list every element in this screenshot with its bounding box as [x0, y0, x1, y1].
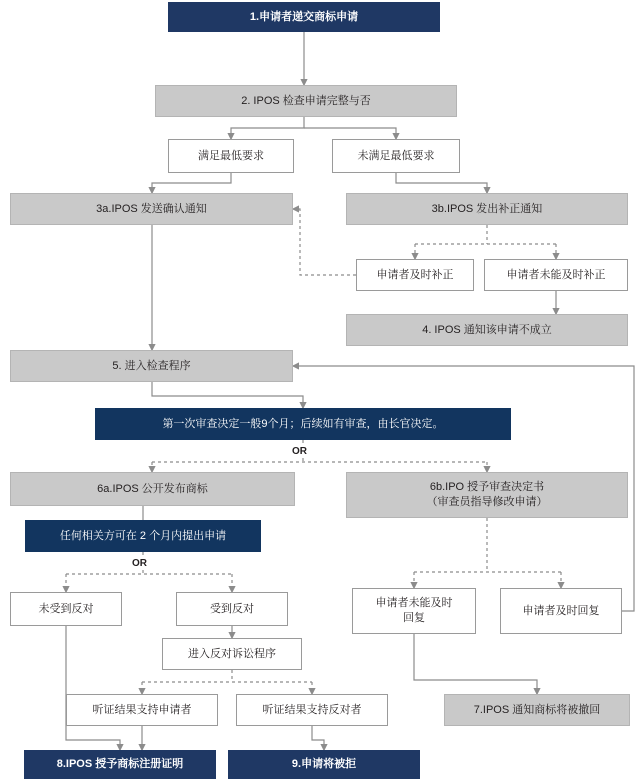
node-first-examination-timeline: 第一次审查决定一般9个月；后续如有审查，由长官决定。	[95, 408, 511, 440]
node-opposition-proceedings[interactable]: 进入反对诉讼程序	[162, 638, 302, 670]
node-6b-line-2: （审查员指导修改申请）	[426, 496, 548, 508]
node-6b-line-1: 6b.IPO 授予审查决定书	[429, 481, 545, 494]
node-3b-correction-notice[interactable]: 3b.IPOS 发出补正通知	[346, 193, 628, 225]
node-7-trademark-withdrawn-notice[interactable]: 7.IPOS 通知商标将被撤回	[444, 694, 630, 726]
node-5-enter-examination[interactable]: 5. 进入检查程序	[10, 350, 293, 382]
node-applicant-replies-in-time[interactable]: 申请者及时回复	[500, 588, 622, 634]
node-hearing-favors-applicant[interactable]: 听证结果支持申请者	[66, 694, 218, 726]
node-3a-confirmation-notice[interactable]: 3a.IPOS 发送确认通知	[10, 193, 293, 225]
node-fails-reply-line-1: 申请者未能及时	[375, 597, 453, 610]
node-4-application-invalid-notice[interactable]: 4. IPOS 通知该申请不成立	[346, 314, 628, 346]
node-opposition-received[interactable]: 受到反对	[176, 592, 288, 626]
node-applicant-fails-to-correct[interactable]: 申请者未能及时补正	[484, 259, 628, 291]
node-meets-minimum-requirements[interactable]: 满足最低要求	[168, 139, 294, 173]
or-label-opposition-branch: OR	[132, 558, 147, 569]
node-hearing-favors-opponent[interactable]: 听证结果支持反对者	[236, 694, 388, 726]
node-no-opposition[interactable]: 未受到反对	[10, 592, 122, 626]
node-9-application-rejected[interactable]: 9.申请将被拒	[228, 750, 420, 779]
node-6b-examination-decision[interactable]	[346, 472, 628, 518]
node-not-meets-minimum-requirements[interactable]: 未满足最低要求	[332, 139, 460, 173]
or-label-examination-branch: OR	[292, 446, 307, 457]
node-8-registration-certificate[interactable]: 8.IPOS 授予商标注册证明	[24, 750, 216, 779]
node-applicant-corrects-in-time[interactable]: 申请者及时补正	[356, 259, 474, 291]
node-6a-publish-trademark[interactable]: 6a.IPOS 公开发布商标	[10, 472, 295, 506]
node-2-ipos-completeness-check[interactable]: 2. IPOS 检查申请完整与否	[155, 85, 457, 117]
node-1-submit-application[interactable]: 1.申请者递交商标申请	[168, 2, 440, 32]
node-opposition-window: 任何相关方可在 2 个月内提出申请	[25, 520, 261, 552]
node-applicant-fails-to-reply[interactable]	[352, 588, 476, 634]
node-fails-reply-line-2: 回复	[403, 612, 425, 624]
